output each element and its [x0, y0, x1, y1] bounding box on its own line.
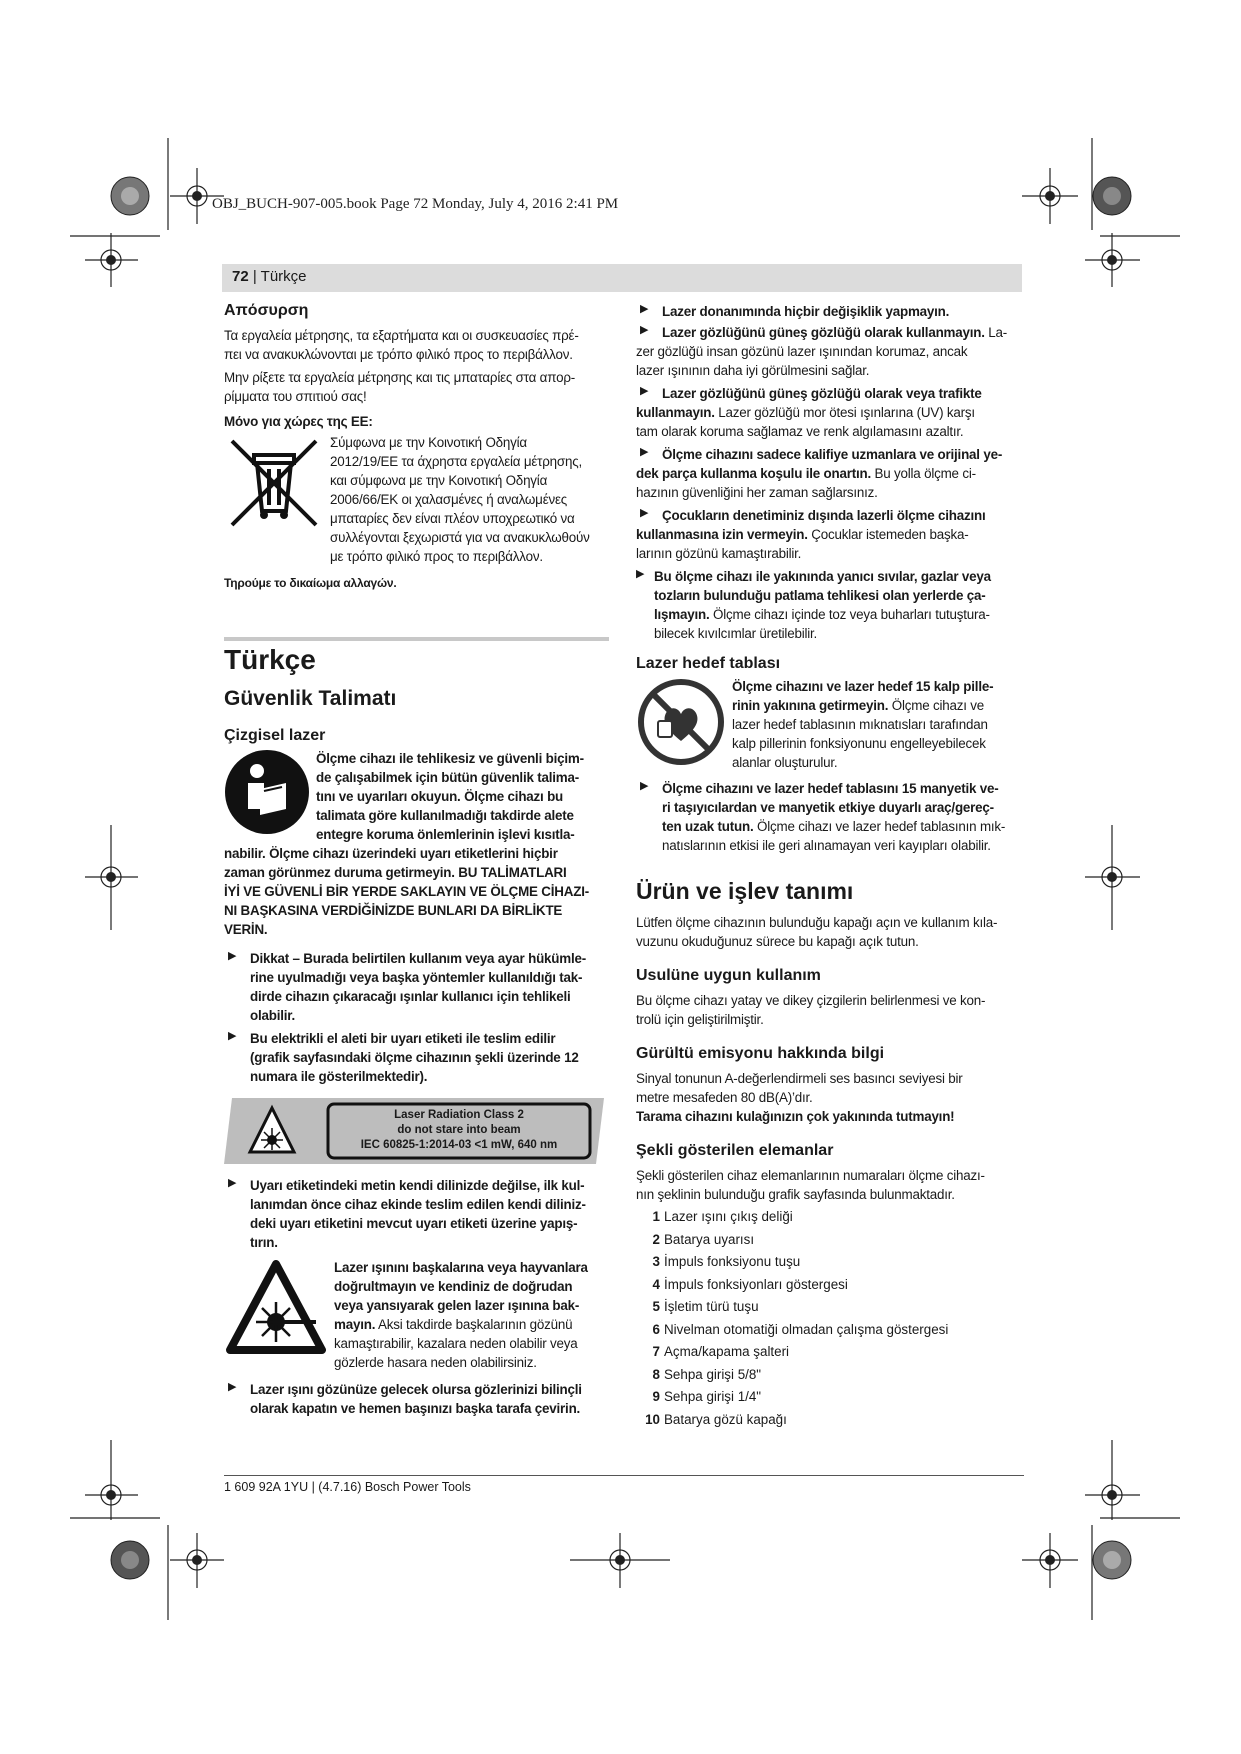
target-l1: Ölçme cihazını ve lazer hedef 15 kalp pille- — [732, 679, 994, 694]
target-l3: lazer hedef tablasının mıknatısları tarafından — [732, 717, 988, 732]
laser-warn-l2: doğrultmayın ve kendiniz de doğrudan — [334, 1279, 573, 1294]
bullet4-l2: olarak kapatın ve hemen başınızı başka tarafa çevirin. — [250, 1401, 581, 1416]
eu-line-3: και σύμφωνα με την Κοινοτική Οδηγία — [330, 473, 548, 488]
b5-r2: Çocuklar istemeden başka- — [807, 527, 969, 542]
comp-num: 2 — [652, 1231, 660, 1247]
laser-warn-l4-normal: Aksi takdirde başkalarının gözünü — [375, 1317, 573, 1332]
intro-line-4: talimata göre kullanılmadığı takdirde alete — [316, 808, 574, 823]
list-item — [636, 1206, 1021, 1229]
laser-warn-l1: Lazer ışınını başkalarına veya hayvanlara — [334, 1260, 588, 1275]
bullet1-l3: dirde cihazın çıkaracağı ışınlar kullanıcı için tehlikeli — [250, 989, 571, 1004]
intro-line-5: entegre koruma önlemlerinin işlevi kısıtla- — [316, 827, 575, 842]
comp-label: Batarya gözü kapağı — [664, 1411, 787, 1427]
laser-warn-l3: veya yansıyarak gelen lazer ışınına bak- — [334, 1298, 580, 1313]
target-l4: kalp pillerinin fonksiyonunu engelleyebilecek — [732, 736, 986, 751]
list-item — [636, 1229, 1021, 1252]
list-item — [636, 1341, 1021, 1364]
read-manual-icon — [224, 749, 314, 839]
comp-num: 4 — [652, 1276, 660, 1292]
comp-label: Batarya uyarısı — [664, 1231, 755, 1247]
weee-bin-icon — [224, 433, 326, 535]
intro-line-1: Ölçme cihazı ile tehlikesiz ve güvenli biçim- — [316, 751, 584, 766]
bullet1-l2: rine uyulmadığı veya başka yöntemler kullanıldığı tak- — [250, 970, 583, 985]
noise-warning: Tarama cihazını kulağınızın çok yakınında tutmayın! — [636, 1109, 955, 1124]
label-line-2: do not stare into beam — [397, 1124, 521, 1136]
laser-hazard-icon — [224, 1258, 334, 1363]
noise-p2: metre mesafeden 80 dB(A)’dır. — [636, 1090, 813, 1105]
line-laser-heading: Çizgisel lazer — [224, 727, 326, 744]
bullet-explosive — [636, 567, 1021, 643]
file-info: OBJ_BUCH-907-005.book Page 72 Monday, July 4, 2016 2:41 PM — [212, 196, 619, 212]
b3-l3: tam olarak koruma sağlamaz ve renk algılamasını azaltır. — [636, 424, 964, 439]
greek-p1-l2: πει να ανακυκλώνονται με τρόπο φιλικό προς το περιβάλλον. — [224, 347, 573, 362]
bullet1-l4: olabilir. — [250, 1008, 296, 1023]
b7-bold3: ten uzak tutun. — [662, 819, 754, 834]
intro-line-3: tını ve uyarıları okuyun. Ölçme cihazı bu — [316, 789, 564, 804]
eu-line-4: 2006/66/ΕΚ οι χαλασμένες ή αναλωμένες — [330, 492, 567, 507]
b4-l1: ▶ Ölçme cihazını sadece kalifiye uzmanlara ve orijinal ye- — [662, 447, 1003, 462]
greek-p1-l1: Τα εργαλεία μέτρησης, τα εξαρτήματα και οι συσκευασίες πρέ- — [224, 328, 579, 343]
comp-num: 9 — [652, 1389, 660, 1404]
bullet1-l1: ▶ Dikkat – Burada belirtilen kullanım veya ayar hükümle- — [250, 951, 587, 966]
list-item — [636, 1364, 1021, 1387]
list-item — [636, 1409, 1021, 1432]
eu-line-1: Σύμφωνα με την Κοινοτική Οδηγία — [330, 435, 527, 450]
page-number: 72 — [232, 268, 249, 285]
noise-p1: Sinyal tonunun A-değerlendirmeli ses basıncı seviyesi bir — [636, 1071, 963, 1086]
comp-num: 5 — [652, 1299, 660, 1314]
intro-line-9: NI BAŞKASINA VERDİĞİNİZDE BUNLARI DA BİRLİKTE — [224, 903, 563, 918]
b4-bold2: dek parça kullanma koşulu ile onartın. — [636, 466, 871, 481]
greek-disposal-heading: Απόσυρση — [224, 302, 309, 319]
laser-warning-label — [224, 1098, 604, 1164]
comp-num: 1 — [652, 1209, 660, 1224]
language-title: Türkçe — [224, 644, 316, 675]
bullet-language-label — [224, 1176, 609, 1252]
comp-label: Sehpa girişi 1/4" — [664, 1389, 762, 1404]
b3-l1: ▶ Lazer gözlüğünü güneş gözlüğü olarak veya trafikte — [662, 386, 982, 401]
comp-label: Lazer ışını çıkış deliği — [664, 1209, 793, 1224]
target-plate-heading: Lazer hedef tablası — [636, 655, 781, 672]
comp-num: 6 — [652, 1321, 660, 1337]
use-p1: Bu ölçme cihazı yatay ve dikey çizgilerin belirlenmesi ve kon- — [636, 993, 986, 1008]
component-list — [636, 1206, 1021, 1431]
bullet-goggles-sun — [636, 323, 1021, 342]
bullet3-l4: tırın. — [250, 1235, 278, 1250]
target-l5: alanlar oluşturulur. — [732, 755, 838, 770]
use-p2: trolü için geliştirilmiştir. — [636, 1012, 764, 1027]
bullet-caution — [224, 949, 609, 1025]
comp-label: İmpuls fonksiyonları göstergesi — [664, 1276, 848, 1292]
comp-label: Nivelman otomatiği olmadan çalışma göstergesi — [664, 1321, 949, 1337]
b5-bold2: kullanmasına izin vermeyin. — [636, 527, 808, 542]
b4-l3: hazının güvenliğini her zaman sağlarsınız. — [636, 485, 878, 500]
page-header-band — [222, 264, 1022, 292]
color-wheel-tr — [1093, 177, 1131, 215]
product-p2: vuzunu okuduğunuz sürece bu kapağı açık tutun. — [636, 934, 919, 949]
eu-line-2: 2012/19/ΕΕ τα άχρηστα εργαλεία μέτρησης, — [330, 454, 582, 469]
bullet-no-modify — [636, 302, 1021, 321]
bullet-repair — [636, 445, 1021, 464]
laser-warn-l4-bold: mayın. — [334, 1317, 376, 1332]
page-language: Türkçe — [260, 268, 307, 285]
product-p1: Lütfen ölçme cihazının bulunduğu kapağı açın ve kullanım kıla- — [636, 915, 998, 930]
b1: ▶ Lazer donanımında hiçbir değişiklik yapmayın. — [662, 304, 950, 319]
b6-bold3: lışmayın. — [654, 607, 710, 622]
components-heading: Şekli gösterilen elemanlar — [636, 1142, 834, 1159]
target-bold2: rinin yakınına getirmeyin. — [732, 698, 889, 713]
b5-l3: larının gözünü kamaştırabilir. — [636, 546, 802, 561]
noise-heading: Gürültü emisyonu hakkında bilgi — [636, 1045, 885, 1062]
greek-p2-l1: Μην ρίξετε τα εργαλεία μέτρησης και τις μπαταρίες στα απορ- — [224, 370, 575, 385]
b2-r1: La- — [984, 325, 1008, 340]
intro-line-8: İYİ VE GÜVENLİ BİR YERDE SAKLAYIN VE ÖLÇME CİHAZI- — [224, 884, 589, 899]
b7-l1: ▶ Ölçme cihazını ve lazer hedef tablasını 15 manyetik ve- — [662, 781, 999, 796]
laser-warn-l5: kamaştırabilir, kazalara neden olabilir veya — [334, 1336, 578, 1351]
right-column — [636, 302, 1021, 1431]
intro-line-2: de çalışabilmek için bütün güvenlik talima- — [316, 770, 580, 785]
b4-r2: Bu yolla ölçme ci- — [871, 466, 976, 481]
comp-num: 10 — [645, 1411, 660, 1427]
comp-num: 7 — [652, 1344, 660, 1359]
b7-l2: ri taşıyıcılardan ve manyetik etkiye duyarlı araç/gereç- — [662, 800, 994, 815]
comp-p1: Şekli gösterilen cihaz elemanlarının numaraları ölçme cihazı- — [636, 1168, 985, 1183]
no-pacemaker-icon — [636, 677, 732, 773]
bullet-label — [224, 1029, 609, 1086]
laser-warn-l4 — [334, 1315, 588, 1334]
b7-l4: natıslarının etkisi ile geri alınamayan veri kayıpları olabilir. — [662, 838, 991, 853]
b7-r3: Ölçme cihazı ve lazer hedef tablasının mık- — [753, 819, 1006, 834]
bullet4-l1: ▶ Lazer ışını gözünüze gelecek olursa gözlerinizi bilinçli — [250, 1382, 582, 1397]
intro-line-6: nabilir. Ölçme cihazı üzerindeki uyarı etiketlerini hiçbir — [224, 846, 558, 861]
page-header: 72 | Türkçe — [232, 268, 307, 285]
greek-p2-l2: ρίμματα του σπιτιού σας! — [224, 389, 367, 404]
rights-note: Τηρούμε το δικαίωμα αλλαγών. — [224, 576, 397, 590]
product-title: Ürün ve işlev tanımı — [636, 878, 854, 904]
eu-heading: Μόνο για χώρες της ΕΕ: — [224, 414, 373, 429]
comp-label: İmpuls fonksiyonu tuşu — [664, 1254, 801, 1269]
b2-l3: lazer ışınının daha iyi görülmesini sağlar. — [636, 363, 870, 378]
bullet-children — [636, 506, 1021, 525]
b2-l2: zer gözlüğü insan gözünü lazer ışınından korumaz, ancak — [636, 344, 968, 359]
list-item — [636, 1386, 1021, 1409]
list-item — [636, 1319, 1021, 1342]
bullet3-l3: deki uyarı etiketini mevcut uyarı etiketi üzerine yapış- — [250, 1216, 578, 1231]
footer-rule — [224, 1475, 1024, 1476]
color-wheel-tl — [111, 177, 149, 215]
comp-p2: nın şeklinin bulunduğu grafik sayfasında bulunmaktadır. — [636, 1187, 955, 1202]
bullet3-l1: ▶ Uyarı etiketindeki metin kendi dilinizde değilse, ilk kul- — [250, 1178, 585, 1193]
bullet2-l2: (grafik sayfasındaki ölçme cihazının şekli üzerinde 12 — [250, 1050, 579, 1065]
safety-title: Güvenlik Talimatı — [224, 687, 397, 710]
list-item — [636, 1296, 1021, 1319]
b6-l4: bilecek kıvılcımlar üretilebilir. — [654, 626, 818, 641]
b3-bold2: kullanmayın. — [636, 405, 715, 420]
target-r2: Ölçme cihazı ve — [888, 698, 985, 713]
b5-l1: ▶ Çocukların denetiminiz dışında lazerli ölçme cihazını — [662, 508, 986, 523]
bullet-eye-exposure — [224, 1380, 609, 1418]
label-line-1: Laser Radiation Class 2 — [394, 1109, 524, 1121]
comp-num: 8 — [652, 1366, 660, 1382]
comp-label: Açma/kapama şalteri — [664, 1344, 790, 1359]
intro-line-7: zaman görünmez duruma getirmeyin. BU TALİMATLARI — [224, 865, 567, 880]
b6-l1: ▶ Bu ölçme cihazı ile yakınında yanıcı sıvılar, gazlar veya — [654, 569, 991, 584]
bullet2-l1: ▶ Bu elektrikli el aleti bir uyarı etiketi ile teslim edilir — [250, 1031, 556, 1046]
comp-label: İşletim türü tuşu — [664, 1299, 759, 1314]
eu-line-7: με τρόπο φιλικό προς το περιβάλλον. — [330, 549, 543, 564]
comp-label: Sehpa girişi 5/8" — [664, 1366, 762, 1382]
color-wheel-bl — [111, 1541, 149, 1579]
eu-line-6: συλλέγονται ξεχωριστά για να ανακυκλωθούν — [330, 530, 590, 545]
eu-line-5: μπαταρίες δεν είναι πλέον υποχρεωτικό να — [330, 511, 575, 526]
intended-use-heading: Usulüne uygun kullanım — [636, 967, 821, 984]
label-line-3: IEC 60825-1:2014-03 <1 mW, 640 nm — [360, 1139, 558, 1151]
laser-warn-l6: gözlerde hasara neden olabilirsiniz. — [334, 1355, 537, 1370]
bullet-goggles-traffic — [636, 384, 1021, 403]
b6-r3: Ölçme cihazı içinde toz veya buharları tutuştura- — [709, 607, 990, 622]
bullet2-l3: numara ile gösterilmektedir). — [250, 1069, 428, 1084]
section-separator — [224, 637, 609, 641]
list-item — [636, 1274, 1021, 1297]
left-column — [224, 300, 609, 1418]
bullet3-l2: lanımdan önce cihaz ekinde teslim edilen kendi diliniz- — [250, 1197, 586, 1212]
intro-line-10: VERİN. — [224, 922, 268, 937]
bullet-magnetic — [636, 779, 1021, 855]
color-wheel-br — [1093, 1541, 1131, 1579]
list-item — [636, 1251, 1021, 1274]
comp-num: 3 — [652, 1254, 660, 1269]
b2-bold: Lazer gözlüğünü güneş gözlüğü olarak kullanmayın. — [662, 325, 985, 340]
footer-text: 1 609 92A 1YU | (4.7.16) Bosch Power Tools — [224, 1480, 471, 1494]
b6-l2: tozların bulunduğu patlama tehlikesi olan yerlerde ça- — [654, 588, 986, 603]
b3-r2: Lazer gözlüğü mor ötesi ışınlarına (UV) karşı — [714, 405, 975, 420]
